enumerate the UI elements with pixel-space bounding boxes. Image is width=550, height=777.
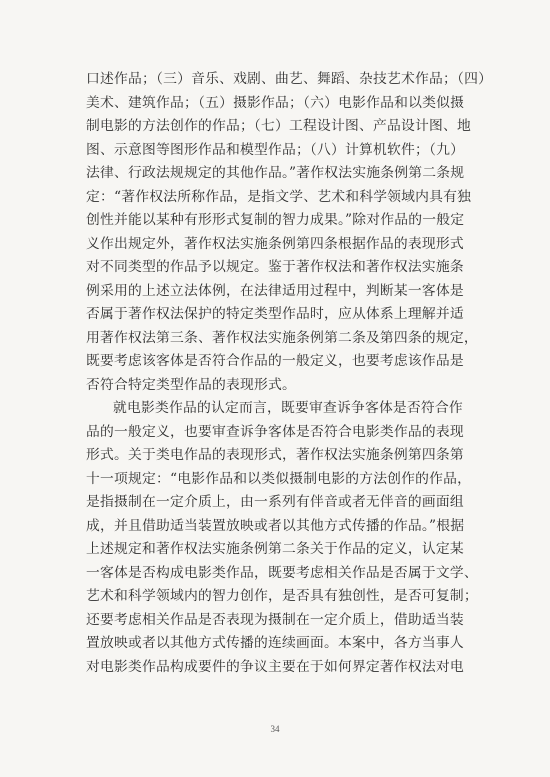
paragraph-1	[86, 68, 496, 397]
text-line: 形式。关于类电作品的表现形式，著作权法实施条例第四条第	[86, 447, 464, 463]
text-line: 就电影类作品的认定而言，既要审查诉争客体是否符合作	[113, 400, 463, 416]
text-line: 是指摄制在一定介质上，由一系列有伴音或者无伴音的画面组	[86, 494, 464, 510]
text-line: 口述作品；（三）音乐、戏剧、曲艺、舞蹈、杂技艺术作品；（四）	[86, 71, 493, 87]
text-line: 否符合特定类型作品的表现形式。	[86, 376, 296, 393]
text-line: 上述规定和著作权法实施条例第二条关于作品的定义，认定某	[86, 541, 464, 557]
text-line: 还要考虑相关作品是否表现为摄制在一定介质上，借助适当装	[86, 611, 464, 628]
text-line: 法律、行政法规规定的其他作品。”著作权法实施条例第二条规	[86, 165, 465, 181]
document-body	[86, 68, 496, 679]
text-line: 否属于著作权法保护的特定类型作品时，应从体系上理解并适	[86, 306, 464, 322]
text-line: 定：“著作权法所称作品，是指文学、艺术和科学领域内具有独	[86, 188, 472, 205]
text-line: 艺术和科学领域内的智力创作，是否具有独创性，是否可复制；	[86, 588, 478, 604]
text-line: 置放映或者以其他方式传播的连续画面。本案中，各方当事人	[86, 635, 464, 651]
text-line: 成，并且借助适当装置放映或者以其他方式传播的作品。”根据	[86, 517, 465, 534]
text-line: 创性并能以某种有形形式复制的智力成果。”除对作品的一般定	[86, 212, 465, 228]
text-line: 品的一般定义，也要审查诉争客体是否符合电影类作品的表现	[86, 423, 464, 440]
text-line: 例采用的上述立法体例，在法律适用过程中，判断某一客体是	[86, 282, 464, 299]
text-line: 对电影类作品构成要件的争议主要在于如何界定著作权法对电	[86, 658, 464, 675]
text-line: 对不同类型的作品予以规定。鉴于著作权法和著作权法实施条	[86, 259, 464, 275]
text-line: 美术、建筑作品；（五）摄影作品；（六）电影作品和以类似摄	[86, 94, 465, 111]
text-line: 用著作权法第三条、著作权法实施条例第二条及第四条的规定，	[86, 329, 478, 346]
page-number: 34	[270, 724, 280, 734]
text-line: 一客体是否构成电影类作品，既要考虑相关作品是否属于文学、	[86, 564, 478, 581]
text-line: 制电影的方法创作的作品；（七）工程设计图、产品设计图、地	[86, 118, 472, 134]
text-line: 既要考虑该客体是否符合作品的一般定义，也要考虑该作品是	[86, 353, 464, 369]
text-line: 图、示意图等图形作品和模型作品；（八）计算机软件；（九）	[86, 141, 465, 158]
paragraph-2	[86, 397, 496, 679]
text-line: 十一项规定：“电影作品和以类似摄制电影的方法创作的作品，	[86, 470, 472, 487]
text-line: 义作出规定外，著作权法实施条例第四条根据作品的表现形式	[86, 235, 464, 252]
